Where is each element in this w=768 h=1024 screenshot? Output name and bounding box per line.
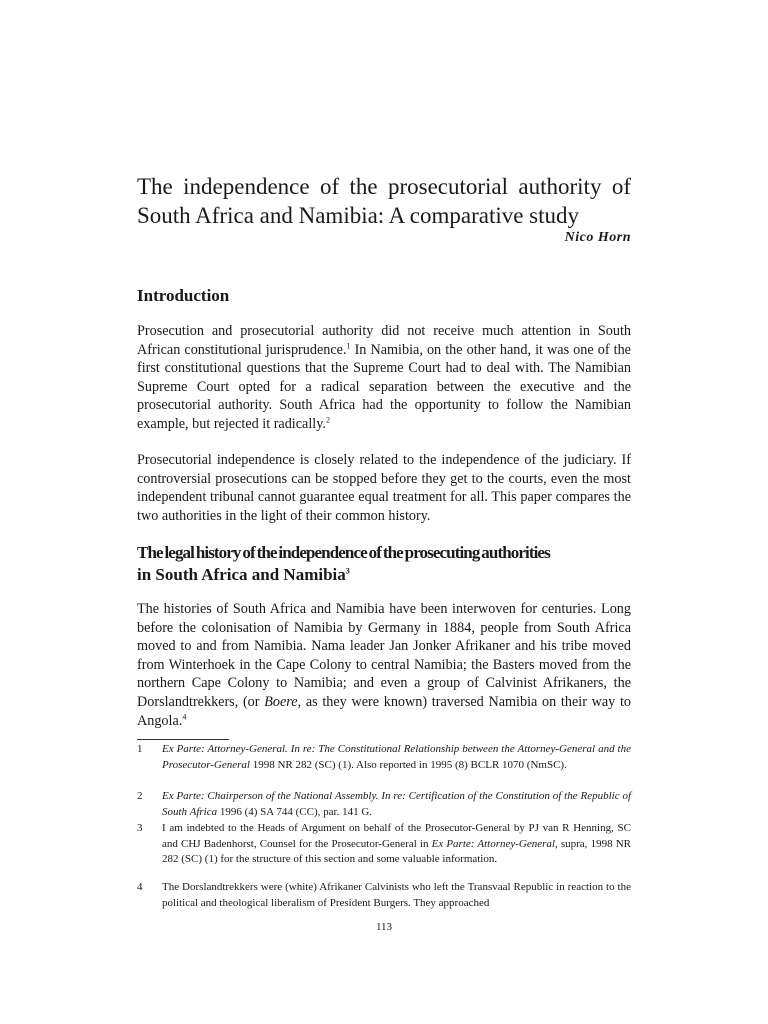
article-title: The independence of the prosecutorial authority of South Africa and Namibia: A comparative study [137,174,631,228]
footnote-ref-4: 4 [182,711,187,721]
section-heading-legal-history: The legal history of the independence of the prosecuting authorities in South Africa and Namibia$^3$ [137,543,550,584]
intro-paragraph-1: Prosecution and prosecutorial authority did not receive much attention in South African constitutional jurisprudence.$^1$ In Namibia, on the other hand, it was one of the first constitutional questions that the Supreme Court had to deal with. The Namibian Supreme Court opted for a radical separation between the executive and the prosecutorial authority. South Africa had the opportunity to follow the Namibian example, but rejected it radically.$^2$ [137,323,631,432]
footnote-1: 1 Ex Parte: Attorney-General. In re: The Constitutional Relationship between the Attorney-General and the Prosecutor-General 1998 NR 282 (SC) (1). Also reported in 1995 (8) BCLR 1070 (NmSC). [137,743,631,771]
footnote-2: 2 Ex Parte: Chairperson of the National Assembly. In re: Certification of the Constitution of the Republic of South Africa 1996 (4) SA 744 (CC), par. 141 G. [137,790,631,818]
history-paragraph: The histories of South Africa and Namibia have been interwoven for centuries. Long before the colonisation of Namibia by Germany in 1884, people from South Africa moved to and from Namibia. Nama leader Jan Jonker Afrikaner and his tribe moved from Winterhoek in the Cape Colony to central Namibia; the Basters moved from the northern Cape Colony to Namibia; and even a group of Calvinist Afrikaners, the Dorslandtrekkers, (or Boere, as they were known) traversed Namibia on their way to Angola.$^4$ [137,601,631,729]
footnote-3: 3 I am indebted to the Heads of Argument on behalf of the Prosecutor-General by PJ van R Henning, SC and CHJ Badenhorst, Counsel for the Prosecutor-General in Ex Parte: Attorney-General, supra, 1998 NR 282 (SC) (1) for the structure of this section and some valuable information. [137,822,631,865]
footnote-ref-3: 3 [345,566,350,576]
author-name: Nico Horn [564,230,631,245]
footnote-ref-1: 1 [346,340,351,350]
footnote-4: 4 The Dorslandtrekkers were (white) Afrikaner Calvinists who left the Transvaal Republic in reaction to the political and theological liberalism of President Burgers. They approached [137,881,631,909]
footnote-ref-2: 2 [325,415,330,425]
page-number: 113 [375,921,393,933]
introduction-heading: Introduction [137,286,230,305]
intro-paragraph-2: Prosecutorial independence is closely related to the independence of the judiciary. If controversial prosecutions can be stopped before they get to the courts, even the most independent tribunal cannot guarantee equal treatment for all. This paper compares the two authorities in the light of their common history. [137,452,631,524]
footnote-divider [137,739,229,740]
